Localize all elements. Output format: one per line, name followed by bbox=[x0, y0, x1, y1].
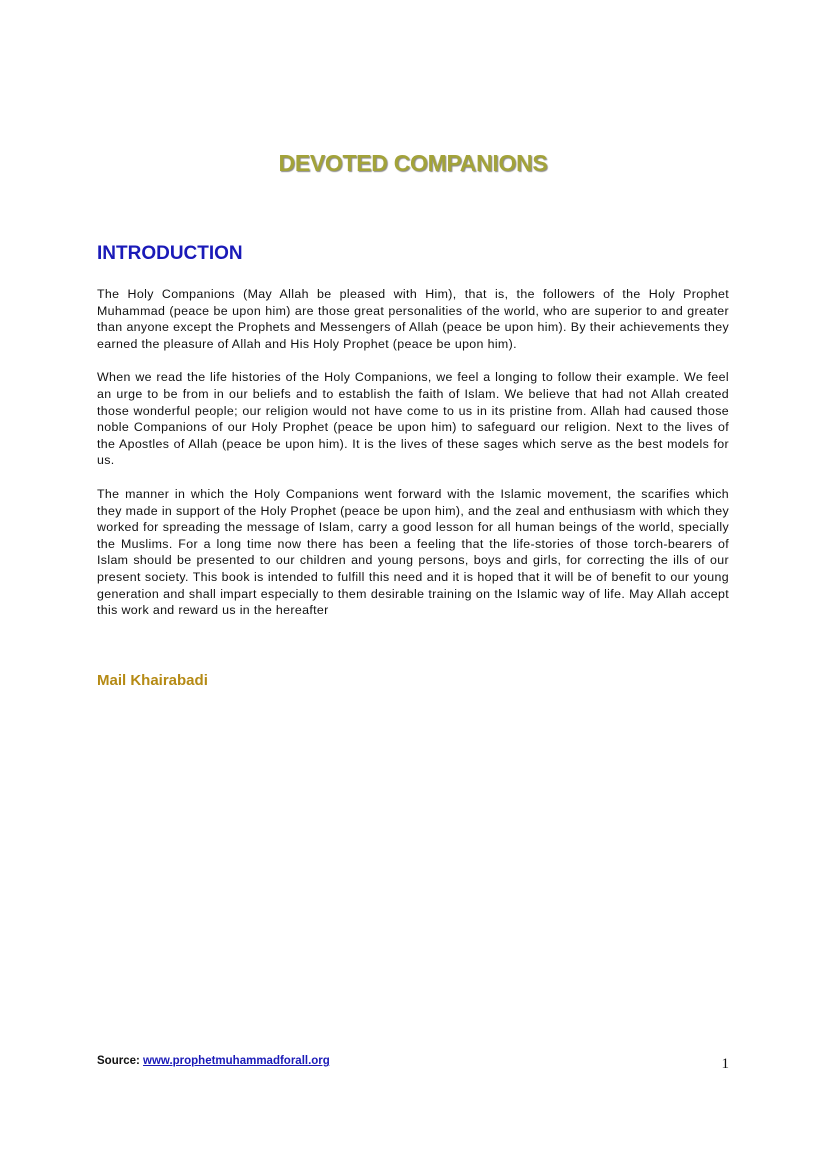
body-content bbox=[97, 286, 729, 636]
page-title: DEVOTED COMPANIONS bbox=[278, 150, 548, 176]
paragraph-1: The Holy Companions (May Allah be pleased with Him), that is, the followers of the Holy Prophet Muhammad (peace be upon him) are those great personalities of the world, who are superior to and greater than anyone except the Prophets and Messengers of Allah (peace be upon him). By their achievements they earned the pleasure of Allah and His Holy Prophet (peace be upon him). bbox=[97, 287, 729, 351]
page-number: 1 bbox=[721, 1056, 729, 1072]
author-name: Mail Khairabadi bbox=[97, 672, 208, 689]
source-link[interactable]: www.prophetmuhammadforall.org bbox=[143, 1055, 330, 1067]
page-footer bbox=[97, 1055, 729, 1075]
paragraph-2: When we read the life histories of the Holy Companions, we feel a longing to follow their example. We feel an urge to be from in our beliefs and to establish the faith of Islam. We believe that had not Allah created those wonderful people; our religion would not have come to us in its pristine from. Allah had caused those noble Companions of our Holy Prophet (peace be upon him) to safeguard our religion. Next to the lives of the Apostles of Allah (peace be upon him). It is the lives of these sages which serve as the best models for us. bbox=[97, 370, 729, 468]
section-heading-introduction: INTRODUCTION bbox=[97, 243, 243, 264]
source-label: Source: bbox=[97, 1055, 140, 1067]
paragraph-3: The manner in which the Holy Companions went forward with the Islamic movement, the scarifies which they made in support of the Holy Prophet (peace be upon him), and the zeal and enthusiasm with which they worked for spreading the message of Islam, carry a good lesson for all human beings of the world, specially the Muslims. For a long time now there has been a feeling that the life-stories of those torch-bearers of Islam should be presented to our children and young persons, boys and girls, for correcting the ills of our present society. This book is intended to fulfill this need and it is hoped that it will be of benefit to our young generation and shall impart especially to them desirable training on the Islamic way of life. May Allah accept this work and reward us in the hereafter bbox=[97, 486, 729, 618]
source-line bbox=[97, 1055, 330, 1067]
